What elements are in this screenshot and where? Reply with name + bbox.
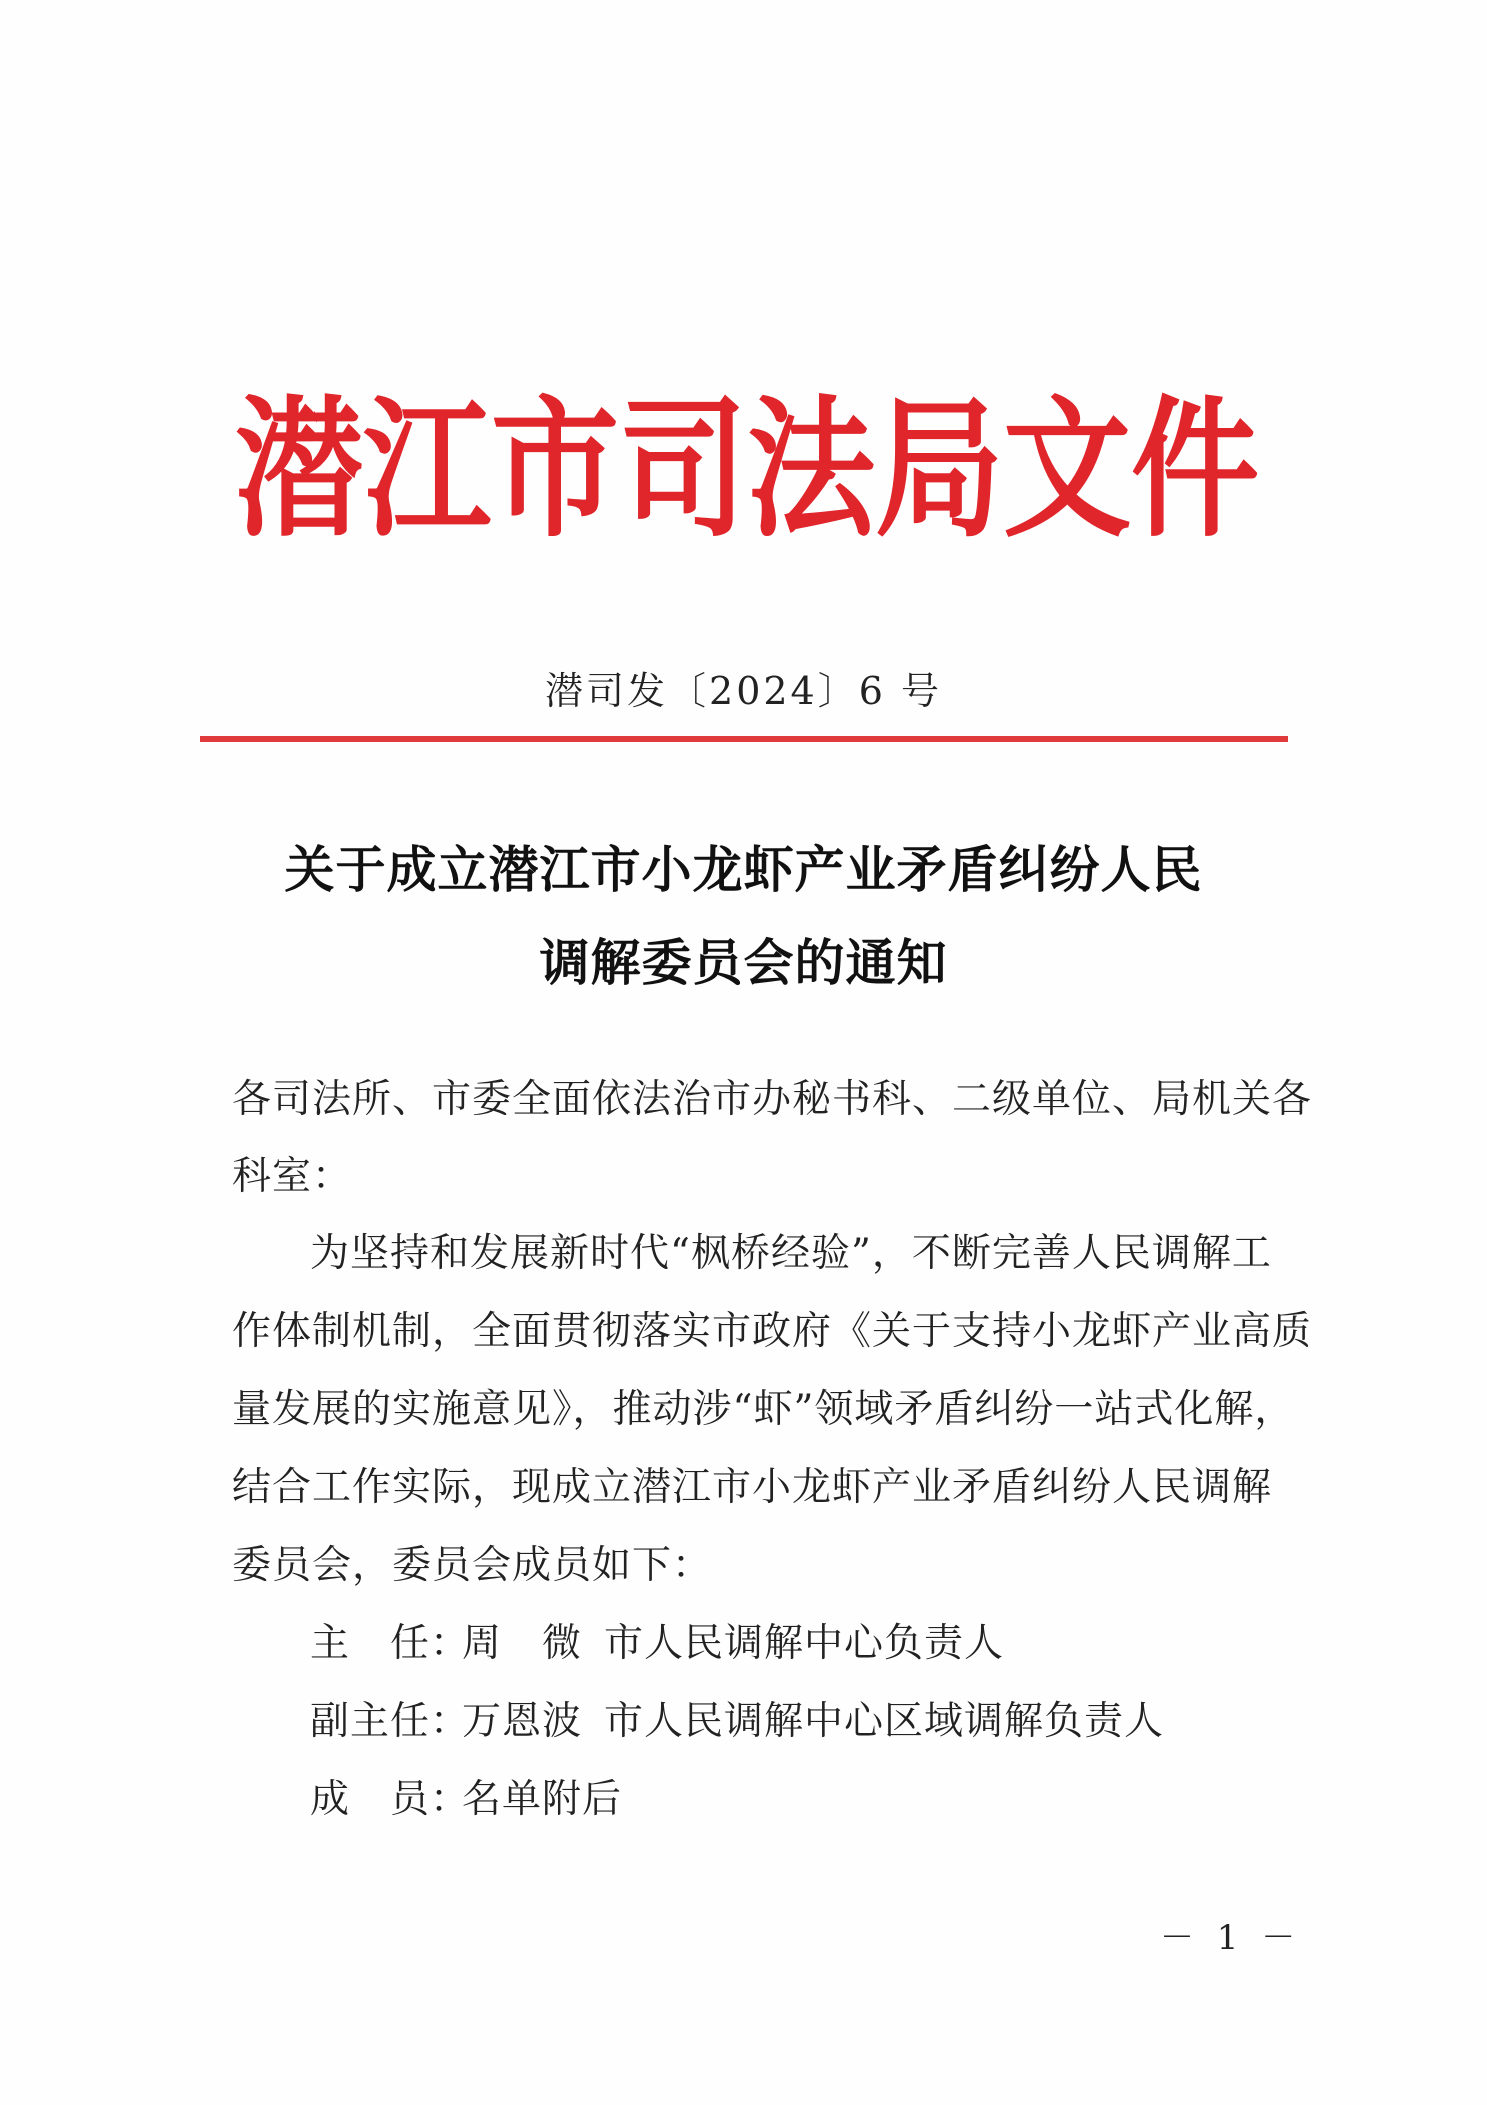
paragraph-line: 为坚持和发展新时代“枫桥经验”，不断完善人民调解工 — [310, 1231, 1272, 1276]
member-duty: 市人民调解中心负责人 — [604, 1621, 1005, 1666]
paragraph-line: 作体制机制，全面贯彻落实市政府《关于支持小龙虾产业高质 — [232, 1309, 1313, 1354]
addressee-line-2: 科室： — [232, 1154, 353, 1199]
issuer-header-char: 文 — [1003, 381, 1132, 559]
member-row-deputy-director — [310, 1690, 1164, 1746]
page-number: － 1 － — [1160, 1918, 1302, 1958]
issuer-header-char: 局 — [875, 381, 1004, 559]
issuer-header — [235, 375, 1260, 565]
addressee-line-1: 各司法所、市委全面依法治市办秘书科、二级单位、局机关各 — [232, 1077, 1313, 1122]
paragraph-line: 委员会，委员会成员如下： — [232, 1543, 713, 1588]
document-title-line-2: 调解委员会的通知 — [539, 933, 948, 992]
member-name: 周 微 — [462, 1621, 583, 1666]
member-duty: 名单附后 — [462, 1777, 623, 1822]
member-duty: 市人民调解中心区域调解负责人 — [604, 1699, 1165, 1744]
red-separator-line — [200, 736, 1288, 742]
document-title-line-1: 关于成立潜江市小龙虾产业矛盾纠纷人民 — [284, 840, 1203, 899]
issuer-header-char: 司 — [619, 381, 748, 559]
document-number: 潜司发〔2024〕6 号 — [545, 669, 942, 713]
member-role: 主 任： — [310, 1621, 471, 1666]
issuer-header-char: 潜 — [235, 381, 364, 559]
member-row-director — [310, 1612, 1004, 1668]
paragraph-line: 结合工作实际，现成立潜江市小龙虾产业矛盾纠纷人民调解 — [232, 1465, 1273, 1510]
member-name: 万恩波 — [462, 1699, 583, 1744]
member-row-members — [310, 1768, 622, 1824]
paragraph-line: 量发展的实施意见》，推动涉“虾”领域矛盾纠纷一站式化解， — [232, 1387, 1295, 1432]
issuer-header-char: 江 — [363, 381, 492, 559]
issuer-header-char: 件 — [1131, 381, 1260, 559]
issuer-header-char: 法 — [747, 381, 876, 559]
member-role: 成 员： — [310, 1777, 471, 1822]
issuer-header-char: 市 — [491, 381, 620, 559]
member-role: 副主任： — [310, 1699, 471, 1744]
